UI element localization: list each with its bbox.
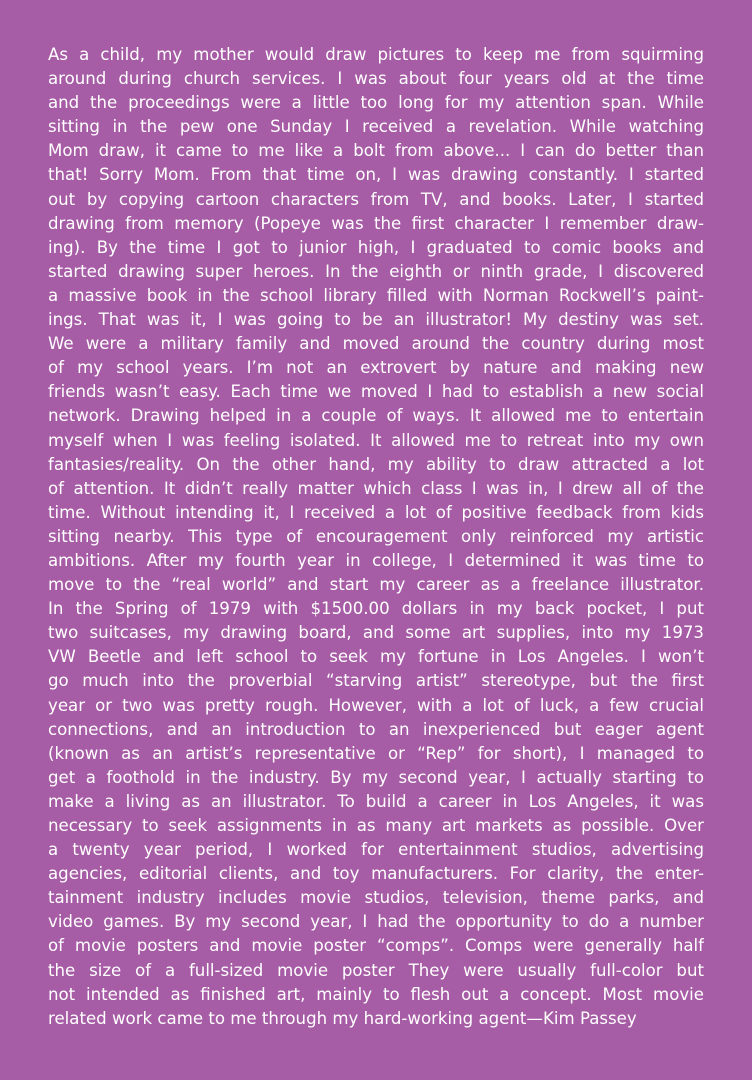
text-line-28: year or two was pretty rough. However, with a lot of luck, a few crucial xyxy=(48,695,704,715)
text-line-2: around during church services. I was about four years old at the time xyxy=(48,69,704,89)
text-line-19: of attention. It didn’t really matter which class I was in, I drew all of the xyxy=(48,478,704,498)
text-line-11: a massive book in the school library filled with Norman Rockwell’s paint- xyxy=(48,285,704,305)
text-line-25: two suitcases, my drawing board, and some art supplies, into my 1973 xyxy=(48,623,704,643)
body-text xyxy=(48,43,704,1031)
text-line-35: agencies, editorial clients, and toy manufacturers. For clarity, the enter- xyxy=(48,864,704,884)
text-line-40: not intended as finished art, mainly to flesh out a concept. Most movie xyxy=(48,984,704,1004)
text-line-16: network. Drawing helped in a couple of ways. It allowed me to entertain xyxy=(48,406,704,426)
text-line-23: move to the “real world” and start my career as a freelance illustrator. xyxy=(48,575,704,595)
text-line-33: necessary to seek assignments in as many art markets as possible. Over xyxy=(48,816,704,835)
text-line-10: started drawing super heroes. In the eighth or ninth grade, I discovered xyxy=(48,261,704,281)
text-line-5: Mom draw, it came to me like a bolt from above... I can do better than xyxy=(48,141,704,161)
text-line-12: ings. That was it, I was going to be an illustrator! My destiny was set. xyxy=(48,310,704,330)
text-line-14: of my school years. I’m not an extrovert by nature and making new xyxy=(48,358,704,378)
text-line-6: that! Sorry Mom. From that time on, I was drawing constantly. I started xyxy=(48,165,704,185)
text-line-34: a twenty year period, I worked for entertainment studios, advertising xyxy=(48,840,704,860)
text-line-37: video games. By my second year, I had the opportunity to do a number xyxy=(48,912,704,932)
text-line-7: out by copying cartoon characters from TV, and books. Later, I started xyxy=(48,189,704,209)
text-line-21: sitting nearby. This type of encouragement only reinforced my artistic xyxy=(48,526,704,546)
text-line-9: ing). By the time I got to junior high, I graduated to comic books and xyxy=(48,237,704,257)
text-line-15: friends wasn’t easy. Each time we moved I had to establish a new social xyxy=(48,382,704,402)
text-line-17: myself when I was feeling isolated. It allowed me to retreat into my own xyxy=(48,430,704,450)
text-line-13: We were a military family and moved around the country during most xyxy=(48,334,704,354)
text-line-8: drawing from memory (Popeye was the first character I remember draw- xyxy=(48,213,704,233)
text-line-30: (known as an artist’s representative or “Rep” for short), I managed to xyxy=(48,743,704,763)
text-line-31: get a foothold in the industry. By my second year, I actually starting to xyxy=(48,767,704,787)
text-line-20: time. Without intending it, I received a lot of positive feedback from kids xyxy=(48,502,704,522)
text-line-24: In the Spring of 1979 with $1500.00 dollars in my back pocket, I put xyxy=(48,599,704,619)
text-line-27: go much into the proverbial “starving artist” stereotype, but the first xyxy=(48,671,704,691)
text-line-39: the size of a full-sized movie poster They were usually full-color but xyxy=(48,960,704,980)
text-line-1: As a child, my mother would draw pictures to keep me from squirming xyxy=(48,45,704,64)
text-line-29: connections, and an introduction to an inexperienced but eager agent xyxy=(48,719,704,739)
text-line-32: make a living as an illustrator. To build a career in Los Angeles, it was xyxy=(48,791,704,811)
text-line-4: sitting in the pew one Sunday I received a revelation. While watching xyxy=(48,117,704,137)
text-line-3: and the proceedings were a little too long for my attention span. While xyxy=(48,93,704,113)
text-line-36: tainment industry includes movie studios, television, theme parks, and xyxy=(48,888,704,908)
text-line-22: ambitions. After my fourth year in college, I determined it was time to xyxy=(48,550,704,570)
text-line-38: of movie posters and movie poster “comps”. Comps were generally half xyxy=(48,936,704,956)
text-line-26: VW Beetle and left school to seek my fortune in Los Angeles. I won’t xyxy=(48,647,704,667)
text-line-41: related work came to me through my hard-working agent—Kim Passey xyxy=(48,1008,637,1028)
text-line-18: fantasies/reality. On the other hand, my ability to draw attracted a lot xyxy=(48,454,704,474)
